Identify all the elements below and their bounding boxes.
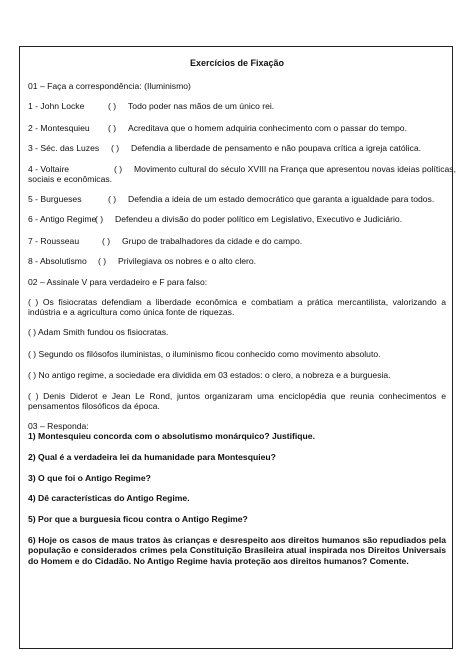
answer-blank[interactable]: ( )	[95, 214, 104, 224]
match-label: 8 - Absolutismo	[28, 256, 87, 266]
match-label: 4 - Voltaire	[28, 164, 70, 174]
answer-blank[interactable]: ( )	[98, 256, 107, 266]
match-description: Defendia a liberdade de pensamento e não poupava crítica a igreja católica.	[131, 143, 421, 153]
true-false-item: ( ) Denis Diderot e Jean Le Rond, juntos organizaram uma enciclopédia que reunia conhecimentos e pensamentos filosóficos da época.	[28, 391, 446, 412]
true-false-item: ( ) Os fisiocratas defendiam a liberdade econômica e combatiam a prática mercantilista, valorizando a indústria e a agricultura como única fonte de riquezas.	[28, 297, 446, 318]
answer-blank[interactable]: ( )	[108, 101, 117, 111]
match-description: Movimento cultural do século XVIII na França que apresentou novas ideias políticas,	[134, 164, 456, 174]
match-description: Todo poder nas mãos de um único rei.	[128, 101, 275, 111]
match-label: 6 - Antigo Regime	[28, 214, 97, 224]
question-1-heading: 01 – Faça a correspondência: (Iluminismo)	[28, 81, 191, 91]
match-description: Acreditava que o homem adquiria conhecimento com o passar do tempo.	[128, 123, 407, 133]
answer-blank[interactable]: ( )	[111, 143, 120, 153]
match-label: 3 - Séc. das Luzes	[28, 143, 100, 153]
open-question: 2) Qual é a verdadeira lei da humanidade para Montesquieu?	[28, 452, 276, 462]
open-question: 5) Por que a burguesia ficou contra o Antigo Regime?	[28, 514, 248, 524]
true-false-item: ( ) No antigo regime, a sociedade era dividida em 03 estados: o clero, a nobreza e a burguesia.	[28, 370, 391, 380]
match-label: 7 - Rousseau	[28, 236, 80, 246]
match-description: Privilegiava os nobres e o alto clero.	[118, 256, 257, 266]
answer-blank[interactable]: ( )	[108, 123, 117, 133]
match-description-line2: sociais e econômicas.	[28, 174, 113, 184]
true-false-item: ( ) Segundo os filósofos iluministas, o iluminismo ficou conhecido como movimento absoluto.	[28, 349, 381, 359]
match-label: 5 - Burgueses	[28, 194, 82, 204]
match-description: Defendeu a divisão do poder político em Legislativo, Executivo e Judiciário.	[115, 214, 403, 224]
true-false-item: ( ) Adam Smith fundou os fisiocratas.	[28, 327, 169, 337]
question-3-heading: 03 – Responda:	[28, 421, 89, 431]
match-description: Defendia a ideia de um estado democrático que garanta a igualdade para todos.	[128, 194, 435, 204]
open-question: 1) Montesquieu concorda com o absolutismo monárquico? Justifique.	[28, 431, 315, 441]
match-description: Grupo de trabalhadores da cidade e do campo.	[122, 236, 303, 246]
question-2-heading: 02 – Assinale V para verdadeiro e F para falso:	[28, 277, 208, 287]
match-label: 1 - John Locke	[28, 101, 85, 111]
open-question: 4) Dê características do Antigo Regime.	[28, 493, 190, 503]
answer-blank[interactable]: ( )	[108, 194, 117, 204]
answer-blank[interactable]: ( )	[102, 236, 111, 246]
open-question: 6) Hoje os casos de maus tratos às crianças e desrespeito aos direitos humanos são repudiados pela população e considerados crimes pela Constituição Brasileira atual inspirada nos Direitos Universais do Homem e do Cidadão. No Antigo Regime havia proteção aos direitos humanos? Comente.	[28, 535, 446, 566]
match-label: 2 - Montesquieu	[28, 123, 90, 133]
open-question: 3) O que foi o Antigo Regime?	[28, 473, 151, 483]
answer-blank[interactable]: ( )	[114, 164, 123, 174]
worksheet-title: Exercícios de Fixação	[189, 58, 285, 68]
